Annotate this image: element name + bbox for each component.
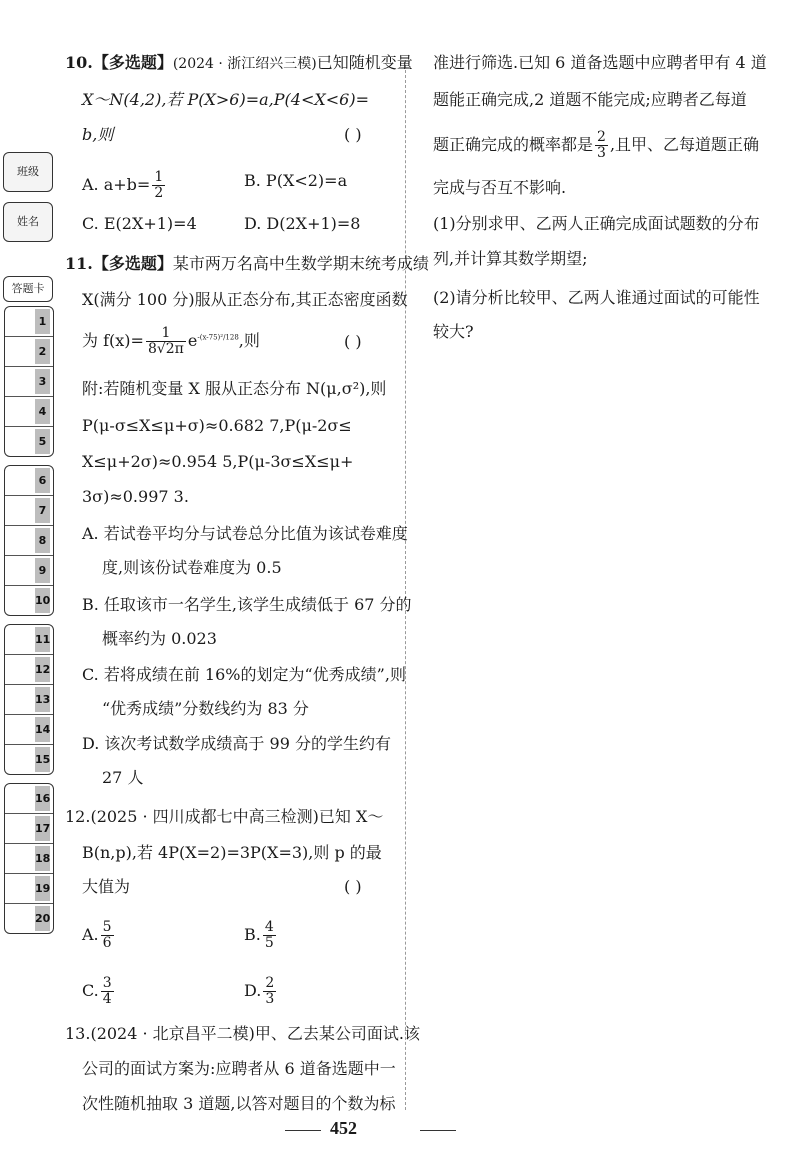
q12-line2: B(n,p),若 4P(X=2)=3P(X=3),则 p 的最	[82, 843, 382, 862]
footer-dash-right	[420, 1130, 456, 1131]
answer-card-row[interactable]	[5, 556, 53, 586]
answer-card-row[interactable]	[5, 715, 53, 745]
q13-r4: 完成与否互不影响.	[433, 178, 567, 197]
q12-line1: 12.(2025 · 四川成都七中高三检测)已知 X～	[65, 807, 384, 826]
answer-card-number: 10	[35, 588, 50, 613]
answer-card-number: 17	[35, 816, 50, 841]
answer-card-row[interactable]	[5, 586, 53, 615]
answer-card-number: 2	[35, 339, 50, 364]
q10-option-c[interactable]: C. E(2X+1)=4	[82, 214, 197, 233]
q13-line2: 公司的面试方案为:应聘者从 6 道备选题中一	[82, 1059, 396, 1078]
q12-option-a[interactable]: A. $\frac{5}{6}$	[82, 919, 112, 951]
answer-card-number: 4	[35, 399, 50, 424]
q11-line2: X(满分 100 分)服从正态分布,其正态密度函数	[82, 290, 408, 309]
answer-card-group	[4, 783, 54, 934]
answer-card-number: 3	[35, 369, 50, 394]
answer-card-row[interactable]	[5, 625, 53, 655]
q10-line3: b,则	[82, 125, 114, 144]
answer-card-number: 11	[35, 627, 50, 652]
q11-note2: P(μ-σ≤X≤μ+σ)≈0.682 7,P(μ-2σ≤	[82, 416, 352, 435]
answer-card-group	[4, 624, 54, 775]
q13-r5: (1)分别求甲、乙两人正确完成面试题数的分布	[433, 214, 760, 233]
q11-option-c[interactable]: C. 若将成绩在前 16%的划定为“优秀成绩”,则	[82, 665, 406, 684]
answer-card-number: 7	[35, 498, 50, 523]
q12-option-d[interactable]: D. $\frac{2}{3}$	[244, 975, 275, 1007]
q13-r6: 列,并计算其数学期望;	[433, 249, 588, 268]
q11-option-a[interactable]: A. 若试卷平均分与试卷总分比值为该试卷难度	[82, 524, 408, 543]
q11-option-c-cont: “优秀成绩”分数线约为 83 分	[102, 699, 309, 718]
answer-card-group	[4, 306, 54, 457]
answer-card-row[interactable]	[5, 427, 53, 456]
footer-dash-left	[285, 1130, 321, 1131]
answer-card-title: 答题卡	[3, 276, 53, 302]
q11-answer-blank[interactable]: ( )	[344, 332, 362, 351]
name-label: 姓名	[17, 215, 39, 228]
q11-note4: 3σ)≈0.997 3.	[82, 487, 189, 506]
answer-card-number: 15	[35, 747, 50, 772]
density-fraction: $\frac{1}{8√2\pi}$	[147, 325, 184, 357]
answer-card-number: 12	[35, 657, 50, 682]
answer-card-number: 6	[35, 468, 50, 493]
answer-card-row[interactable]	[5, 526, 53, 556]
q13-r1: 准进行筛选.已知 6 道备选题中应聘者甲有 4 道	[433, 53, 767, 72]
q12-option-b[interactable]: B. $\frac{4}{5}$	[244, 919, 274, 951]
q11-option-d[interactable]: D. 该次考试数学成绩高于 99 分的学生约有	[82, 734, 391, 753]
answer-card-row[interactable]	[5, 874, 53, 904]
q10-option-a[interactable]: A. a+b= $\frac{1}{2}$	[82, 169, 164, 201]
q12-answer-blank[interactable]: ( )	[344, 877, 362, 896]
answer-card-number: 20	[35, 906, 50, 931]
answer-card-row[interactable]	[5, 397, 53, 427]
class-label: 班级	[17, 165, 39, 178]
q13-r2: 题能正确完成,2 道题不能完成;应聘者乙每道	[433, 90, 747, 109]
answer-card-number: 1	[35, 309, 50, 334]
answer-card-row[interactable]	[5, 814, 53, 844]
q13-line1: 13.(2024 · 北京昌平二模)甲、乙去某公司面试.该	[65, 1024, 420, 1043]
answer-card-row[interactable]	[5, 655, 53, 685]
answer-card-row[interactable]	[5, 745, 53, 774]
answer-card-group	[4, 465, 54, 616]
answer-card-row[interactable]	[5, 904, 53, 933]
answer-card-number: 14	[35, 717, 50, 742]
answer-card-row[interactable]	[5, 784, 53, 814]
q11-line1: 11.【多选题】某市两万名高中生数学期末统考成绩	[65, 254, 429, 273]
q10-line2: X～N(4,2),若 P(X>6)=a,P(4<X<6)=	[82, 90, 369, 109]
q11-option-a-cont: 度,则该份试卷难度为 0.5	[102, 558, 282, 577]
q11-line3: 为 f(x)= $\frac{1}{8√2\pi}$ $e^{-(x-75)^2/128}$,则	[82, 325, 260, 357]
q11-option-b-cont: 概率约为 0.023	[102, 629, 217, 648]
class-field[interactable]	[3, 152, 53, 192]
q13-r7: (2)请分析比较甲、乙两人谁通过面试的可能性	[433, 288, 760, 307]
answer-card-number: 19	[35, 876, 50, 901]
q12-line3: 大值为	[82, 877, 131, 896]
answer-sidebar	[0, 140, 55, 970]
answer-card-number: 8	[35, 528, 50, 553]
q11-option-d-cont: 27 人	[102, 768, 144, 787]
answer-card-row[interactable]	[5, 466, 53, 496]
answer-card-number: 13	[35, 687, 50, 712]
answer-card-row[interactable]	[5, 685, 53, 715]
q13-r3: 题正确完成的概率都是 $\frac{2}{3}$ ,且甲、乙每道题正确	[433, 129, 760, 161]
answer-card-number: 18	[35, 846, 50, 871]
q10-line1: 10.【多选题】(2024 · 浙江绍兴三模)已知随机变量	[65, 53, 413, 72]
q10-option-d[interactable]: D. D(2X+1)=8	[244, 214, 361, 233]
answer-card-number: 5	[35, 429, 50, 454]
page-number: 452	[330, 1118, 357, 1138]
q11-option-b[interactable]: B. 任取该市一名学生,该学生成绩低于 67 分的	[82, 595, 412, 614]
answer-card-row[interactable]	[5, 307, 53, 337]
q12-option-c[interactable]: C. $\frac{3}{4}$	[82, 975, 112, 1007]
fraction: $\frac{1}{2}$	[154, 169, 164, 201]
q10-option-b[interactable]: B. P(X<2)=a	[244, 171, 348, 190]
q10-answer-blank[interactable]: ( )	[344, 125, 362, 144]
q11-note1: 附:若随机变量 X 服从正态分布 N(μ,σ²),则	[82, 379, 387, 398]
q13-r8: 较大?	[433, 322, 474, 341]
answer-card-row[interactable]	[5, 496, 53, 526]
answer-card-number: 16	[35, 786, 50, 811]
name-field[interactable]	[3, 202, 53, 242]
q13-line3: 次性随机抽取 3 道题,以答对题目的个数为标	[82, 1094, 396, 1113]
q11-note3: X≤μ+2σ)≈0.954 5,P(μ-3σ≤X≤μ+	[82, 452, 354, 471]
answer-card-number: 9	[35, 558, 50, 583]
answer-card-row[interactable]	[5, 337, 53, 367]
answer-card-row[interactable]	[5, 844, 53, 874]
answer-card-row[interactable]	[5, 367, 53, 397]
column-divider	[405, 60, 406, 1110]
